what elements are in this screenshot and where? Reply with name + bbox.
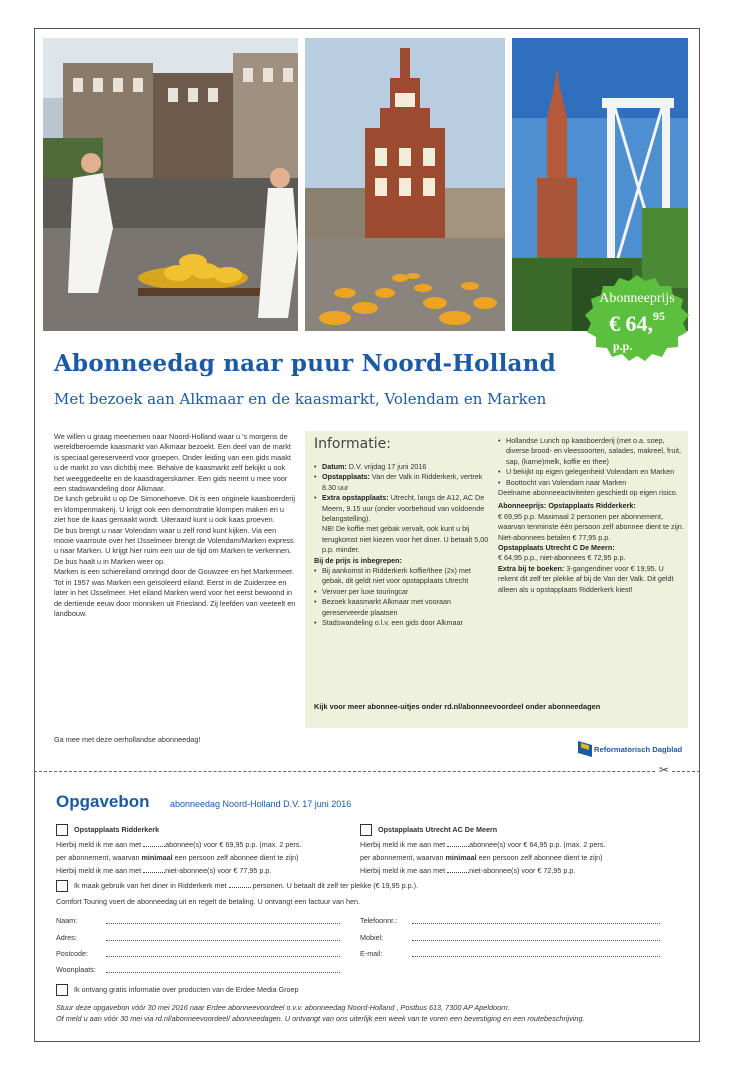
info-column-left [314,462,492,629]
price-utrecht-heading: Opstapplaats Utrecht C De Meern: [498,543,615,553]
extra-booking [498,564,684,595]
utrecht-subscribers-blank[interactable] [447,839,469,847]
postcode-input[interactable] [106,956,340,957]
price-ridderkerk: € 69,95 p.p. Maximaal 2 personen per abonnement, waarvan tenminste één persoon zelf abonnee dient te zijn. [498,511,684,532]
risk-note: Deelname abonneeactiviteiten geschiedt op eigen risico. [498,488,678,498]
photo-weigh-house [305,38,505,331]
ridderkerk-subscribers-blank[interactable] [143,839,165,847]
utrecht-line-1-b: abonnee(s) voor € 64,95 p.p. (max. 2 pers. [469,840,606,849]
utrecht-line-1-a: Hierbij meld ik me aan met [360,840,448,849]
ridderkerk-line-2 [56,851,299,864]
more-outings-link[interactable]: Kijk voor meer abonnee-uitjes onder rd.nl/abonneevoordeel onder abonneedagen [314,702,601,711]
utrecht-line-3-b: niet-abonnee(s) voor € 72,95 p.p. [469,866,576,875]
info-extra-pickup-label: Extra opstapplaats: [322,493,389,503]
extra-booking-text: 3-gangendiner voor € 19,95. U rekent dit zelf ter plekke af bij de Van der Valk. Dit geldt alleen als u opstapplaats Ridderkerk kiest! [498,563,674,594]
info-column-right [498,436,684,595]
included-item: • Bij aankomst in Ridderkerk koffie/thee (2x) met gebak, dit geldt niet voor opstapplaats Utrecht [314,566,492,587]
utrecht-line-2-c: een persoon zelf abonnee dient te zijn) [476,853,603,862]
ridderkerk-line-2-c: een persoon zelf abonnee dient te zijn) [172,853,299,862]
field-label-postcode: Postcode: [56,949,88,958]
price-ridderkerk-non-subscriber: Niet-abonnees betalen € 77,95 p.p. [498,532,611,542]
ridderkerk-line-3-b: niet-abonnee(s) voor € 77,95 p.p. [165,866,272,875]
utrecht-line-1 [360,838,605,851]
ridderkerk-line-2-b: minimaal [141,853,173,862]
footer-line-1: Stuur deze opgavebon vóór 30 mei 2016 naar Erdee abonneevoordeel o.v.v. abonneedag Noord-Holland , Postbus 613, 7300 AP Apeldoorn. [56,1003,510,1012]
form-footer [56,1003,585,1024]
utrecht-line-2-b: minimaal [445,853,477,862]
form-subtitle: abonneedag Noord-Holland D.V. 17 juni 2016 [170,799,352,809]
closing-line: Ga mee met deze oerhollandse abonneedag! [54,735,201,744]
intro-text [54,432,296,619]
comfort-note: Comfort Touring voert de abonneedag uit en regelt de betaling. U ontvangt een factuur van hen. [56,897,360,906]
info-pickup-label: Opstapplaats: [322,472,370,482]
ridderkerk-heading: Opstapplaats Ridderkerk [74,825,160,834]
info-extra-pickup [314,493,492,555]
price-utrecht: € 64,95 p.p., niet-abonnees € 72,95 p.p. [498,553,626,563]
info-heading: Informatie: [314,436,391,452]
badge-per-person: p.p. [613,339,633,353]
info-date [314,462,492,472]
optin-row [56,983,299,996]
included-item: • Boottocht van Volendam naar Marken [498,478,684,488]
checkbox-utrecht[interactable] [360,824,372,836]
price-ridderkerk-heading: Abonneeprijs: Opstapplaats Ridderkerk: [498,501,636,511]
included-item: • Vervoer per luxe touringcar [314,587,492,597]
field-label-city: Woonplaats: [56,965,96,974]
page-subtitle: Met bezoek aan Alkmaar en de kaasmarkt, Volendam en Marken [54,390,547,408]
ridderkerk-line-2-a: per abonnement, waarvan [56,853,142,862]
ridderkerk-line-1-b: abonnee(s) voor € 69,95 p.p. (max. 2 pers. [165,840,302,849]
info-nb: NB! De koffie met gebak vervalt, ook kunt u bij terugkomst niet kiezen voor het diner. U betaalt 5,00 p.p. minder. [322,524,489,555]
field-label-mobile: Mobiel: [360,933,384,942]
ridderkerk-line-1-a: Hierbij meld ik me aan met [56,840,144,849]
info-pickup-value: Van der Valk in Ridderkerk, vertrek 8.30 uur [322,472,483,492]
scissors-icon: ✂ [659,763,670,777]
intro-paragraph: De bus brengt u naar Volendam waar u zelf rond kunt kijken. Via een mooie vaarroute over het IJsselmeer brengt de Volendam/Marken express u naar Marken. U krijgt hier ruim een uur de tijd om Marken te verkennen. De bus haalt u in Marken weer op. [54,525,294,566]
logo-text: Reformatorisch Dagblad [594,744,683,754]
utrecht-line-2-a: per abonnement, waarvan [360,853,446,862]
optin-text: Ik ontvang gratis informatie over producten van de Erdee Media Groep [74,985,299,994]
checkbox-diner[interactable] [56,880,68,892]
city-input[interactable] [106,972,340,973]
checkbox-ridderkerk[interactable] [56,824,68,836]
diner-text-b: personen. U betaalt dit zelf ter plekke (€ 19,95 p.p.). [250,881,419,890]
info-extra-pickup-value: Utrecht, langs de A12, AC De Meern, 9.15 uur (onder voorbehoud van voldoende belangstelling). [322,493,485,524]
checkbox-ridderkerk-row [56,823,159,836]
name-input[interactable] [106,923,340,924]
included-item: • Stadswandeling o.l.v. een gids door Alkmaar [314,618,492,628]
page-title: Abonneedag naar puur Noord-Holland [54,350,556,377]
footer-line-2: Of meld u aan vóór 30 mei via rd.nl/abonneevoordeel/ abonneedagen. U ontvangt van ons uiterlijk een week van te voren een bevestiging en een routebeschrijving. [56,1013,585,1023]
diner-row [56,879,418,892]
logo-icon [578,741,592,757]
included-item: • Hollandse Lunch op kaasboerderij (met o.a. soep, diverse brood- en vleessoorten, salades, makreel, fruit, sap, (karne)melk, koffie en thee) [498,436,684,467]
utrecht-line-3 [360,864,575,877]
badge-price-cents: 95 [653,309,665,323]
included-item: • Bezoek kaasmarkt Alkmaar met vooraan gereserveerde plaatsen [314,597,492,618]
field-label-phone: Telefoonnr.: [360,916,398,925]
checkbox-utrecht-row [360,823,497,836]
address-input[interactable] [106,940,340,941]
form-title: Opgavebon [56,792,150,811]
email-input[interactable] [412,956,660,957]
intro-paragraph: Marken is een schiereiland omringd door de Gouwzee en het Markermeer. Tot in 1957 was Marken een geïsoleerd eiland. Eerst in de Zuiderzee en later in het IJsselmeer. Het eiland Marken werd voor het eerst bewoond in de dertiende eeuw door monniken uit Friesland. Zij leefden van veeteelt en landbouw. [54,567,296,618]
badge-label: Abonneeprijs [599,291,675,306]
photo-cheese-carriers [43,38,298,331]
included-heading: Bij de prijs is inbegrepen: [314,555,402,565]
ridderkerk-line-1 [56,838,301,851]
badge-price-main: € 64, [609,311,653,336]
utrecht-line-3-a: Hierbij meld ik me aan met [360,866,448,875]
included-item: • U bekijkt op eigen gelegenheid Volendam en Marken [498,467,684,477]
cut-line [34,771,700,772]
mobile-input[interactable] [412,940,660,941]
info-date-value: D.V. vrijdag 17 juni 2016 [346,462,427,471]
info-pickup [314,472,492,493]
utrecht-heading: Opstapplaats Utrecht AC De Meern [378,825,498,834]
info-date-label: Datum: [322,462,347,471]
diner-persons-blank[interactable] [229,880,251,888]
field-label-email: E-mail: [360,949,383,958]
price-badge [583,275,691,365]
diner-text-a: Ik maak gebruik van het diner in Ridderkerk met [74,881,229,890]
newspaper-logo [578,740,682,758]
ridderkerk-nonsubscribers-blank[interactable] [143,865,165,873]
utrecht-line-2 [360,851,603,864]
checkbox-optin[interactable] [56,984,68,996]
utrecht-nonsubscribers-blank[interactable] [447,865,469,873]
ridderkerk-line-3 [56,864,271,877]
field-label-address: Adres: [56,933,77,942]
badge-price [583,311,691,337]
intro-paragraph: We willen u graag meenemen naar Noord-Holland waar u 's morgens de wereldberoemde kaasmarkt van Alkmaar bezoekt. Een deel van de markt is speciaal gereserveerd voor groepen. Onder leiding van een gids maakt u de markt zo van dichtbij mee. Behalve de kaasmarkt zelf bekijkt u ook het weeggedeelte en de kaasdragerskamer. Een gids neemt u mee voor een stadswandeling door Alkmaar. [54,432,291,494]
field-label-name: Naam: [56,916,78,925]
phone-input[interactable] [412,923,660,924]
intro-paragraph: De lunch gebruikt u op De Simonehoeve. Dit is een originele kaasboerderij en klompenmakerij. U krijgt ook een demonstratie klompen maken en u ziet hoe de kaas gemaakt wordt. Uiteraard kunt u ook kaas proeven. [54,494,295,525]
extra-booking-label: Extra bij te boeken: [498,563,565,573]
ridderkerk-line-3-a: Hierbij meld ik me aan met [56,866,144,875]
